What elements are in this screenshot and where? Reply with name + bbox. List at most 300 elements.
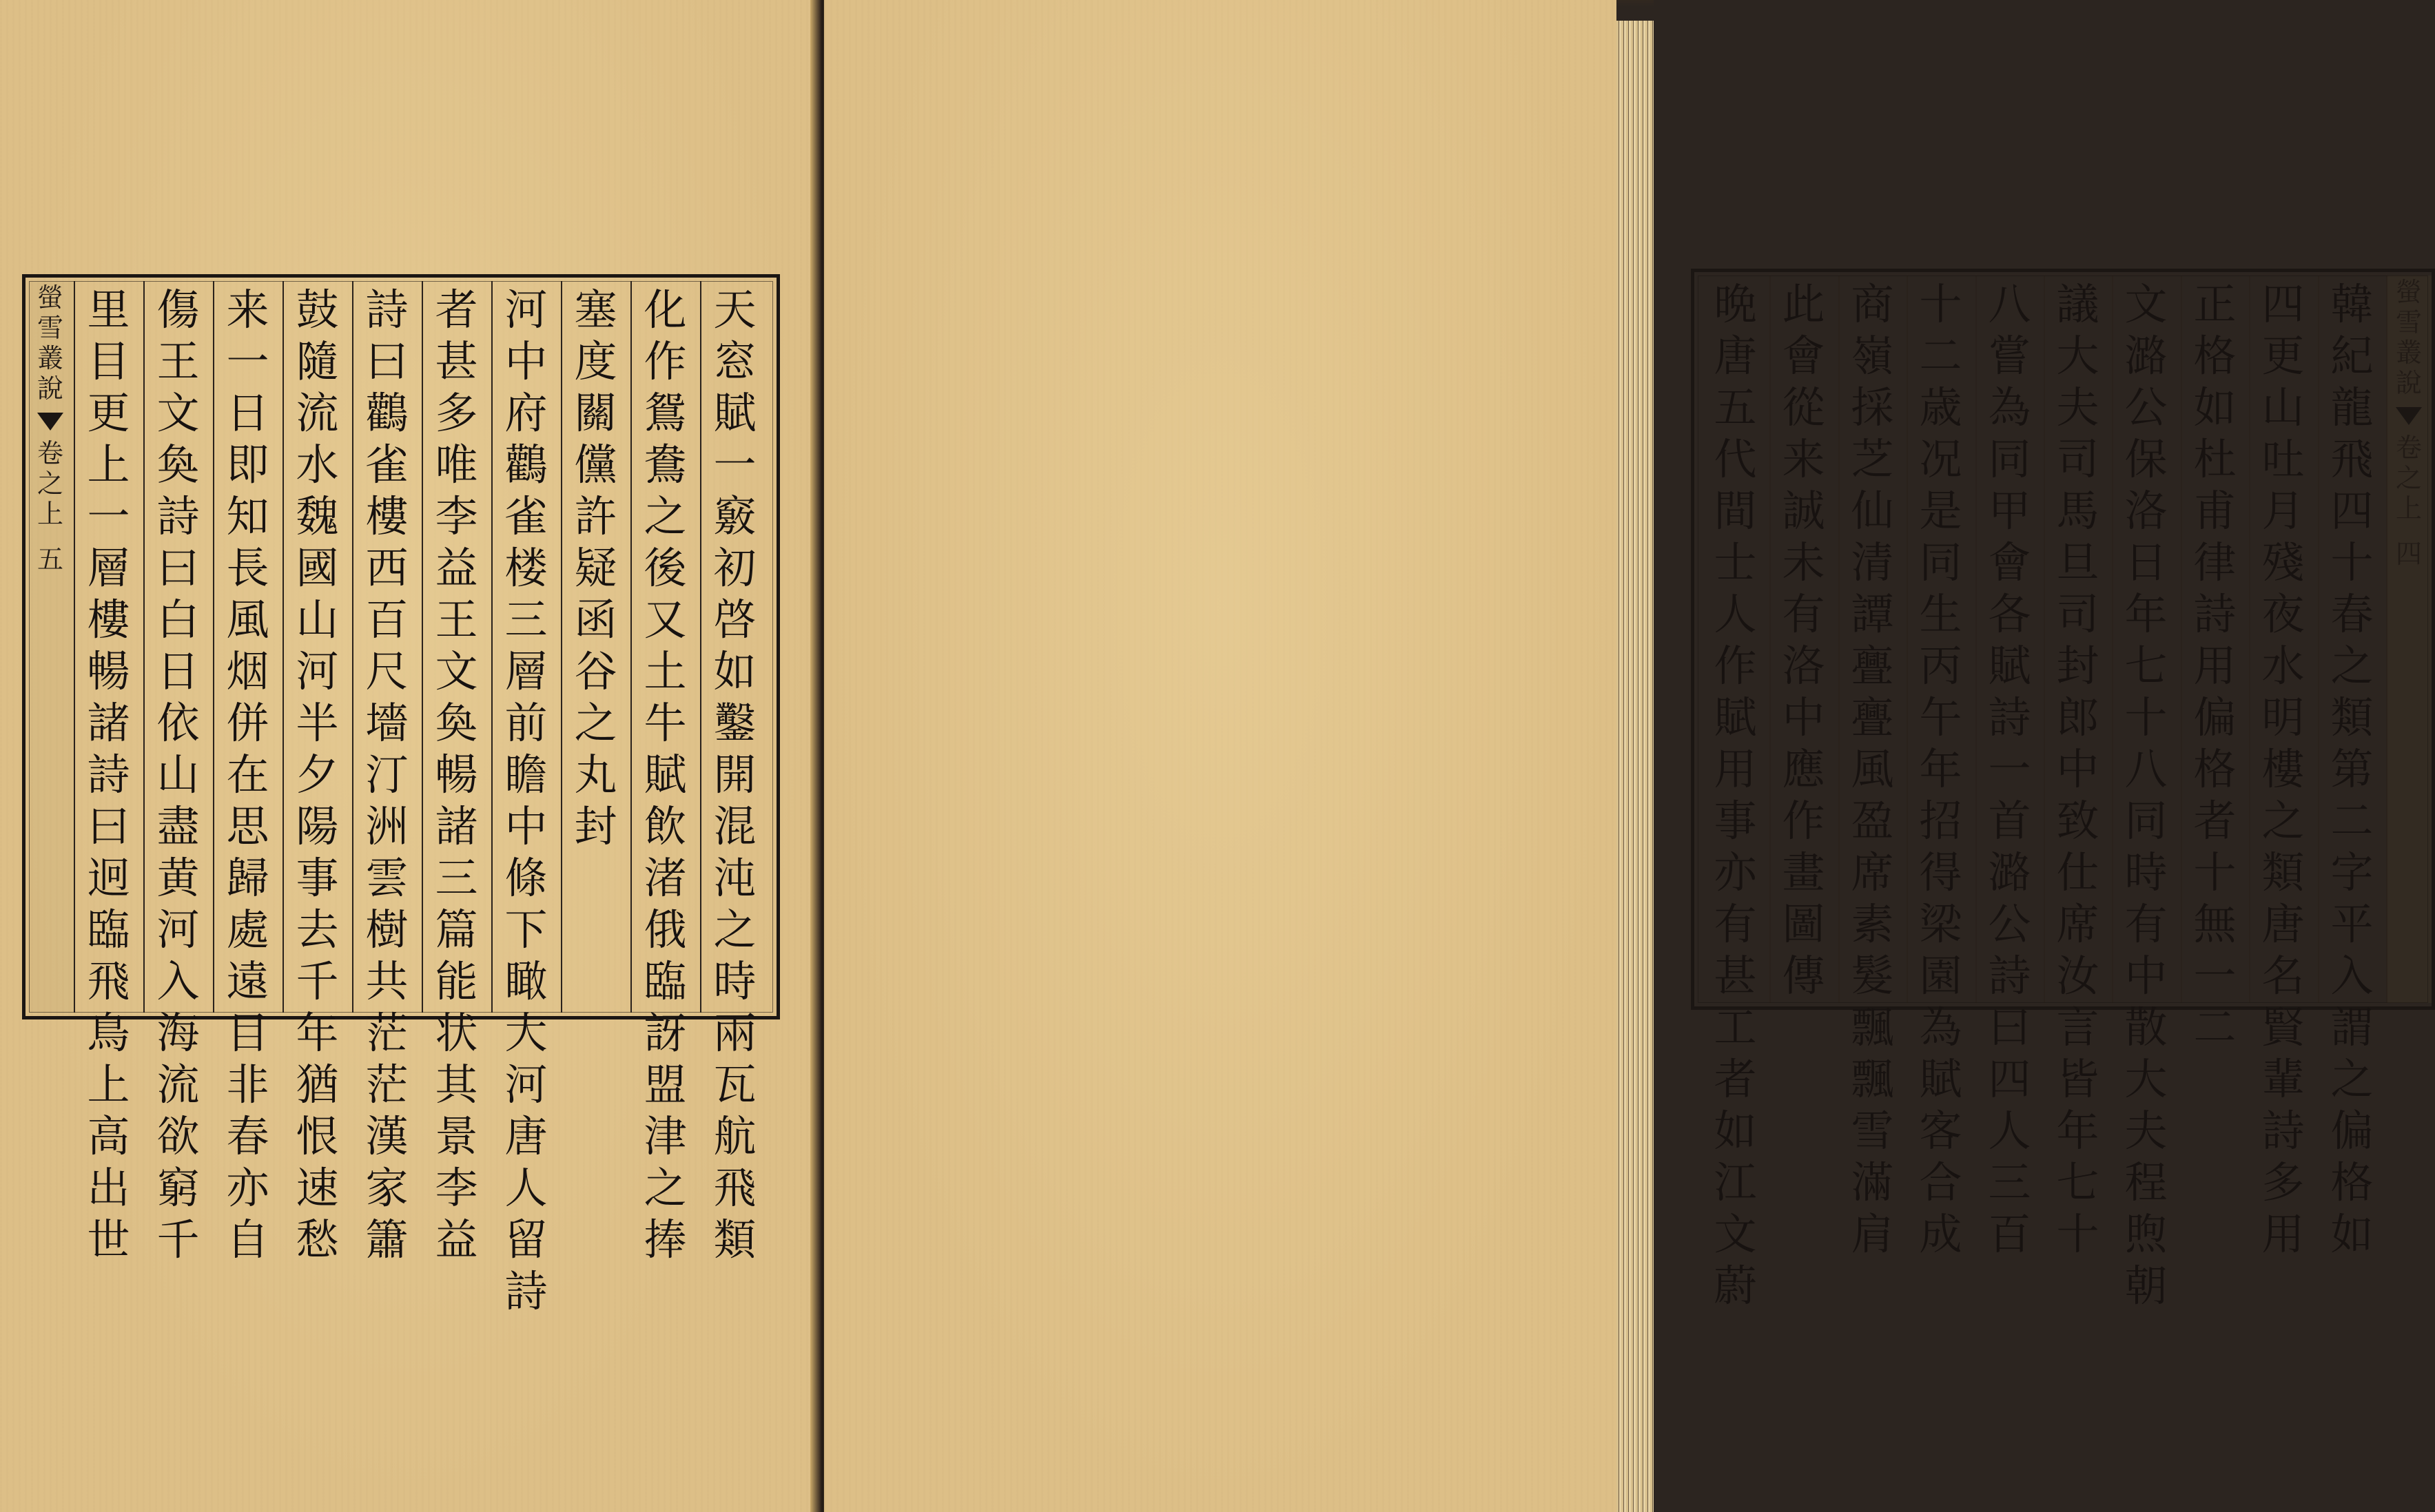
glyph: 唐	[2261, 899, 2305, 949]
glyph: 十	[2193, 847, 2237, 898]
glyph: 人	[504, 1163, 548, 1213]
glyph: 夫	[2056, 382, 2099, 433]
glyph: 樓	[87, 594, 130, 645]
glyph: 首	[1988, 796, 2031, 846]
glyph: 千	[296, 956, 339, 1006]
glyph: 在	[226, 749, 269, 800]
text-column	[1838, 279, 1907, 1259]
fish-tail-mark	[37, 413, 63, 431]
glyph: 况	[1919, 434, 1962, 484]
glyph: 八	[2124, 744, 2168, 794]
glyph: 流	[296, 388, 339, 438]
glyph: 三	[435, 853, 478, 903]
glyph: 許	[574, 491, 617, 541]
glyph: 致	[2056, 796, 2099, 846]
glyph: 王	[435, 594, 478, 645]
fish-tail-mark	[2396, 407, 2422, 425]
glyph: 更	[87, 388, 130, 438]
glyph: 盡	[156, 801, 200, 851]
glyph: 中	[504, 801, 548, 851]
glyph: 人	[1988, 1106, 2031, 1156]
glyph: 商	[1851, 279, 1894, 329]
text-column	[2044, 279, 2112, 1259]
glyph: 百	[1988, 1209, 2031, 1259]
glyph: 未	[1782, 537, 1825, 588]
glyph: 風	[226, 594, 269, 645]
glyph: 白	[156, 594, 200, 645]
right-text-frame	[1691, 269, 2435, 1311]
glyph: 年	[2056, 1106, 2099, 1156]
glyph: 大	[2056, 331, 2099, 381]
glyph: 景	[435, 1111, 478, 1161]
glyph: 潞	[1988, 847, 2031, 898]
glyph: 為	[1919, 1002, 1962, 1053]
glyph: 入	[2330, 951, 2374, 1001]
glyph: 條	[504, 853, 548, 903]
glyph: 郎	[2056, 692, 2099, 743]
glyph: 曰	[365, 336, 409, 386]
glyph: 採	[1851, 382, 1894, 433]
glyph: 黄	[156, 853, 200, 903]
glyph: 儻	[574, 439, 617, 490]
glyph: 席	[1851, 847, 1894, 898]
glyph: 詩	[156, 491, 200, 541]
glyph: 里	[87, 284, 130, 335]
glyph: 水	[296, 439, 339, 490]
glyph: 明	[2261, 692, 2305, 743]
glyph: 有	[2124, 899, 2168, 949]
text-column	[700, 284, 770, 1265]
glyph: 河	[504, 1059, 548, 1110]
glyph: 如	[2193, 382, 2237, 433]
glyph: 客	[1919, 1106, 1962, 1156]
glyph: 茫	[365, 1059, 409, 1110]
glyph: 蔚	[1714, 1261, 1757, 1311]
glyph: 素	[1851, 899, 1894, 949]
column-rule	[352, 281, 353, 1013]
glyph: 能	[435, 956, 478, 1006]
glyph: 層	[504, 646, 548, 696]
glyph: 上	[87, 439, 130, 490]
glyph: 即	[226, 439, 269, 490]
glyph: 譚	[1851, 589, 1894, 639]
glyph: 年	[296, 1008, 339, 1058]
glyph: 亦	[226, 1163, 269, 1213]
glyph: 龍	[2330, 382, 2374, 433]
glyph: 司	[2056, 434, 2099, 484]
glyph: 圖	[1782, 899, 1825, 949]
glyph: 鸛	[504, 439, 548, 490]
glyph: 類	[2261, 847, 2305, 898]
glyph: 夫	[2124, 1106, 2168, 1156]
glyph: 仕	[2056, 847, 2099, 898]
glyph: 飲	[644, 801, 687, 851]
glyph: 混	[713, 801, 757, 851]
glyph: 共	[365, 956, 409, 1006]
glyph: 欲	[156, 1111, 200, 1161]
glyph: 公	[1988, 899, 2031, 949]
glyph: 暢	[87, 646, 130, 696]
glyph: 天	[713, 284, 757, 335]
glyph: 迥	[87, 853, 130, 903]
glyph: 唐	[504, 1111, 548, 1161]
glyph: 仙	[1851, 486, 1894, 536]
glyph: 朝	[2124, 1261, 2168, 1311]
glyph: 春	[226, 1111, 269, 1161]
glyph: 用	[2193, 641, 2237, 691]
glyph: 格	[2193, 744, 2237, 794]
glyph: 用	[2261, 1209, 2305, 1259]
glyph: 風	[1851, 744, 1894, 794]
glyph: 四	[2330, 486, 2374, 536]
column-rule	[2044, 276, 2045, 1003]
glyph: 馬	[2056, 486, 2099, 536]
glyph: 中	[504, 336, 548, 386]
glyph: 依	[156, 698, 200, 748]
column-rule	[282, 281, 284, 1013]
glyph: 奐	[156, 439, 200, 490]
glyph: 偏	[2193, 692, 2237, 743]
glyph: 嘗	[1988, 331, 2031, 381]
glyph: 鴛	[644, 388, 687, 438]
glyph: 七	[2124, 641, 2168, 691]
glyph: 旦	[2056, 537, 2099, 588]
glyph: 名	[2261, 951, 2305, 1001]
glyph: 月	[2261, 486, 2305, 536]
glyph: 半	[296, 698, 339, 748]
glyph: 芝	[1851, 434, 1894, 484]
glyph: 窓	[713, 336, 757, 386]
glyph: 谷	[574, 646, 617, 696]
text-column	[2181, 279, 2249, 1053]
glyph: 水	[2261, 641, 2305, 691]
glyph: 十	[1919, 279, 1962, 329]
glyph: 年	[1919, 744, 1962, 794]
glyph: 吐	[2261, 434, 2305, 484]
glyph: 山	[2261, 382, 2305, 433]
glyph: 一	[2193, 951, 2237, 1001]
glyph: 更	[2261, 331, 2305, 381]
glyph: 事	[1714, 796, 1757, 846]
glyph: 其	[435, 1059, 478, 1110]
glyph: 國	[296, 543, 339, 593]
glyph: 思	[226, 801, 269, 851]
glyph: 如	[2330, 1209, 2374, 1259]
glyph: 洛	[2124, 486, 2168, 536]
glyph: 梁	[1919, 899, 1962, 949]
glyph: 暢	[435, 749, 478, 800]
glyph: 詩	[504, 1266, 548, 1316]
glyph: 中	[2124, 951, 2168, 1001]
glyph: 文	[156, 388, 200, 438]
glyph: 訝	[644, 1008, 687, 1058]
glyph: 流	[156, 1059, 200, 1110]
glyph: 傳	[1782, 951, 1825, 1001]
glyph: 十	[2056, 1209, 2099, 1259]
glyph: 墻	[365, 698, 409, 748]
glyph: 平	[2330, 899, 2374, 949]
glyph: 茫	[365, 1008, 409, 1058]
glyph: 奐	[435, 698, 478, 748]
glyph: 類	[713, 1214, 757, 1265]
glyph: 之	[2330, 641, 2374, 691]
glyph: 之	[2330, 1054, 2374, 1104]
glyph: 賢	[2261, 1002, 2305, 1053]
glyph: 得	[1919, 847, 1962, 898]
glyph: 亦	[1714, 847, 1757, 898]
glyph: 竅	[713, 491, 757, 541]
glyph: 雪	[1851, 1106, 1894, 1156]
glyph: 上	[87, 1059, 130, 1110]
left-text-frame	[22, 274, 780, 1316]
glyph: 目	[87, 336, 130, 386]
glyph: 多	[435, 388, 478, 438]
glyph: 公	[2124, 382, 2168, 433]
glyph: 李	[435, 491, 478, 541]
glyph: 二	[2330, 796, 2374, 846]
glyph: 之	[574, 698, 617, 748]
glyph: 速	[296, 1163, 339, 1213]
glyph: 有	[1782, 589, 1825, 639]
glyph: 唯	[435, 439, 478, 490]
column-rule	[491, 281, 493, 1013]
text-column	[213, 284, 282, 1265]
text-column	[422, 284, 491, 1265]
text-column	[1769, 280, 1838, 1001]
glyph: 飛	[713, 1163, 757, 1213]
glyph: 無	[2193, 899, 2237, 949]
glyph: 山	[296, 594, 339, 645]
glyph: 人	[1714, 589, 1757, 639]
glyph: 曰	[156, 543, 200, 593]
glyph: 渚	[644, 853, 687, 903]
glyph: 漢	[365, 1111, 409, 1161]
banxin-title: 螢 雪 叢 說	[2395, 277, 2422, 398]
glyph: 一	[713, 439, 757, 490]
glyph: 類	[2330, 692, 2374, 743]
glyph: 晩	[1714, 279, 1757, 329]
glyph: 詩	[87, 749, 130, 800]
glyph: 成	[1919, 1209, 1962, 1259]
glyph: 肩	[1851, 1209, 1894, 1259]
glyph: 疑	[574, 543, 617, 593]
glyph: 十	[2124, 692, 2168, 743]
glyph: 髮	[1851, 951, 1894, 1001]
glyph: 作	[1714, 641, 1757, 691]
glyph: 初	[713, 543, 757, 593]
glyph: 第	[2330, 744, 2374, 794]
glyph: 王	[156, 336, 200, 386]
glyph: 沌	[713, 853, 757, 903]
glyph: 年	[2124, 589, 2168, 639]
glyph: 入	[156, 956, 200, 1006]
glyph: 同	[1919, 537, 1962, 588]
glyph: 席	[2056, 899, 2099, 949]
glyph: 歸	[226, 853, 269, 903]
glyph: 又	[644, 594, 687, 645]
banxin-title: 螢 雪 叢 說	[37, 282, 63, 404]
glyph: 為	[1988, 382, 2031, 433]
glyph: 飛	[87, 956, 130, 1006]
glyph: 之	[644, 491, 687, 541]
glyph: 時	[713, 956, 757, 1006]
glyph: 諸	[435, 801, 478, 851]
glyph: 殘	[2261, 537, 2305, 588]
glyph: 鑿	[713, 698, 757, 748]
glyph: 格	[2193, 331, 2237, 381]
glyph: 楼	[504, 543, 548, 593]
banxin-juan: 卷 之 上	[2395, 433, 2422, 524]
glyph: 隨	[296, 336, 339, 386]
glyph: 鳥	[87, 1008, 130, 1058]
text-column	[2249, 279, 2317, 1259]
glyph: 窮	[156, 1163, 200, 1213]
glyph: 一	[1988, 744, 2031, 794]
glyph: 瓦	[713, 1059, 757, 1110]
glyph: 塞	[574, 284, 617, 335]
glyph: 四	[2261, 279, 2305, 329]
glyph: 保	[2124, 434, 2168, 484]
banxin-juan: 卷 之 上	[37, 438, 63, 529]
glyph: 時	[2124, 847, 2168, 898]
glyph: 丙	[1919, 641, 1962, 691]
glyph: 韓	[2330, 279, 2374, 329]
right-page	[824, 0, 2422, 1512]
glyph: 百	[365, 594, 409, 645]
glyph: 午	[1919, 692, 1962, 743]
glyph: 甫	[2193, 486, 2237, 536]
glyph: 飄	[1851, 1002, 1894, 1053]
glyph: 生	[1919, 589, 1962, 639]
glyph: 汀	[365, 749, 409, 800]
column-rule	[2249, 276, 2250, 1003]
glyph: 詩	[1988, 951, 2031, 1001]
glyph: 篇	[435, 904, 478, 955]
glyph: 議	[2056, 279, 2099, 329]
glyph: 歳	[1919, 382, 1962, 433]
glyph: 清	[1851, 537, 1894, 588]
glyph: 瞻	[504, 749, 548, 800]
glyph: 之	[2261, 796, 2305, 846]
glyph: 封	[574, 801, 617, 851]
glyph: 格	[2330, 1157, 2374, 1208]
glyph: 遠	[226, 956, 269, 1006]
glyph: 賦	[644, 749, 687, 800]
glyph: 簫	[365, 1214, 409, 1265]
glyph: 二	[1919, 331, 1962, 381]
glyph: 度	[574, 336, 617, 386]
glyph: 文	[2124, 279, 2168, 329]
glyph: 下	[504, 904, 548, 955]
column-rule	[213, 281, 214, 1013]
glyph: 四	[1988, 1054, 2031, 1104]
glyph: 三	[1988, 1157, 2031, 1208]
glyph: 盈	[1851, 796, 1894, 846]
glyph: 會	[1782, 331, 1825, 381]
glyph: 目	[226, 1008, 269, 1058]
glyph: 杜	[2193, 434, 2237, 484]
glyph: 者	[435, 284, 478, 335]
glyph: 雀	[365, 439, 409, 490]
column-rule	[1769, 276, 1771, 1003]
glyph: 河	[296, 646, 339, 696]
glyph: 各	[1988, 589, 2031, 639]
banxin-strip	[29, 281, 74, 1013]
glyph: 同	[1988, 434, 2031, 484]
glyph: 二	[2193, 1002, 2237, 1053]
glyph: 用	[1714, 744, 1757, 794]
glyph: 誠	[1782, 486, 1825, 536]
glyph: 處	[226, 904, 269, 955]
glyph: 者	[1714, 1054, 1757, 1104]
glyph: 潞	[2124, 331, 2168, 381]
glyph: 恨	[296, 1111, 339, 1161]
glyph: 江	[1714, 1157, 1757, 1208]
glyph: 世	[87, 1214, 130, 1265]
glyph: 家	[365, 1163, 409, 1213]
glyph: 日	[2124, 537, 2168, 588]
page-edges	[1616, 21, 1654, 1512]
column-rule	[700, 281, 701, 1013]
glyph: 詩	[1988, 692, 2031, 743]
glyph: 山	[156, 749, 200, 800]
column-rule	[1907, 276, 1908, 1003]
glyph: 夕	[296, 749, 339, 800]
glyph: 自	[226, 1214, 269, 1265]
left-page	[0, 0, 819, 1512]
column-rule	[561, 281, 562, 1013]
glyph: 樹	[365, 904, 409, 955]
glyph: 七	[2056, 1157, 2099, 1208]
text-column	[143, 284, 213, 1265]
glyph: 前	[504, 698, 548, 748]
glyph: 大	[504, 1008, 548, 1058]
glyph: 洛	[1782, 641, 1825, 691]
glyph: 正	[2193, 279, 2237, 329]
glyph: 亹	[1851, 641, 1894, 691]
text-column	[1907, 279, 1975, 1259]
glyph: 知	[226, 491, 269, 541]
glyph: 甚	[1714, 951, 1757, 1001]
glyph: 中	[1782, 692, 1825, 743]
glyph: 府	[504, 388, 548, 438]
text-column	[491, 284, 561, 1316]
glyph: 偏	[2330, 1106, 2374, 1156]
glyph: 土	[644, 646, 687, 696]
glyph: 唐	[1714, 331, 1757, 381]
glyph: 臨	[644, 956, 687, 1006]
glyph: 樓	[2261, 744, 2305, 794]
glyph: 文	[1714, 1209, 1757, 1259]
glyph: 詩	[2261, 1106, 2305, 1156]
glyph: 函	[574, 594, 617, 645]
glyph: 河	[504, 284, 548, 335]
column-rule	[143, 281, 145, 1013]
glyph: 俄	[644, 904, 687, 955]
glyph: 来	[1782, 434, 1825, 484]
glyph: 事	[296, 853, 339, 903]
glyph: 中	[2056, 744, 2099, 794]
glyph: 状	[435, 1008, 478, 1058]
banxin-folio: 五	[37, 544, 63, 574]
glyph: 海	[156, 1008, 200, 1058]
glyph: 牛	[644, 698, 687, 748]
glyph: 留	[504, 1214, 548, 1265]
glyph: 愁	[296, 1214, 339, 1265]
glyph: 謂	[2330, 1002, 2374, 1053]
glyph: 會	[1988, 537, 2031, 588]
glyph: 飛	[2330, 434, 2374, 484]
